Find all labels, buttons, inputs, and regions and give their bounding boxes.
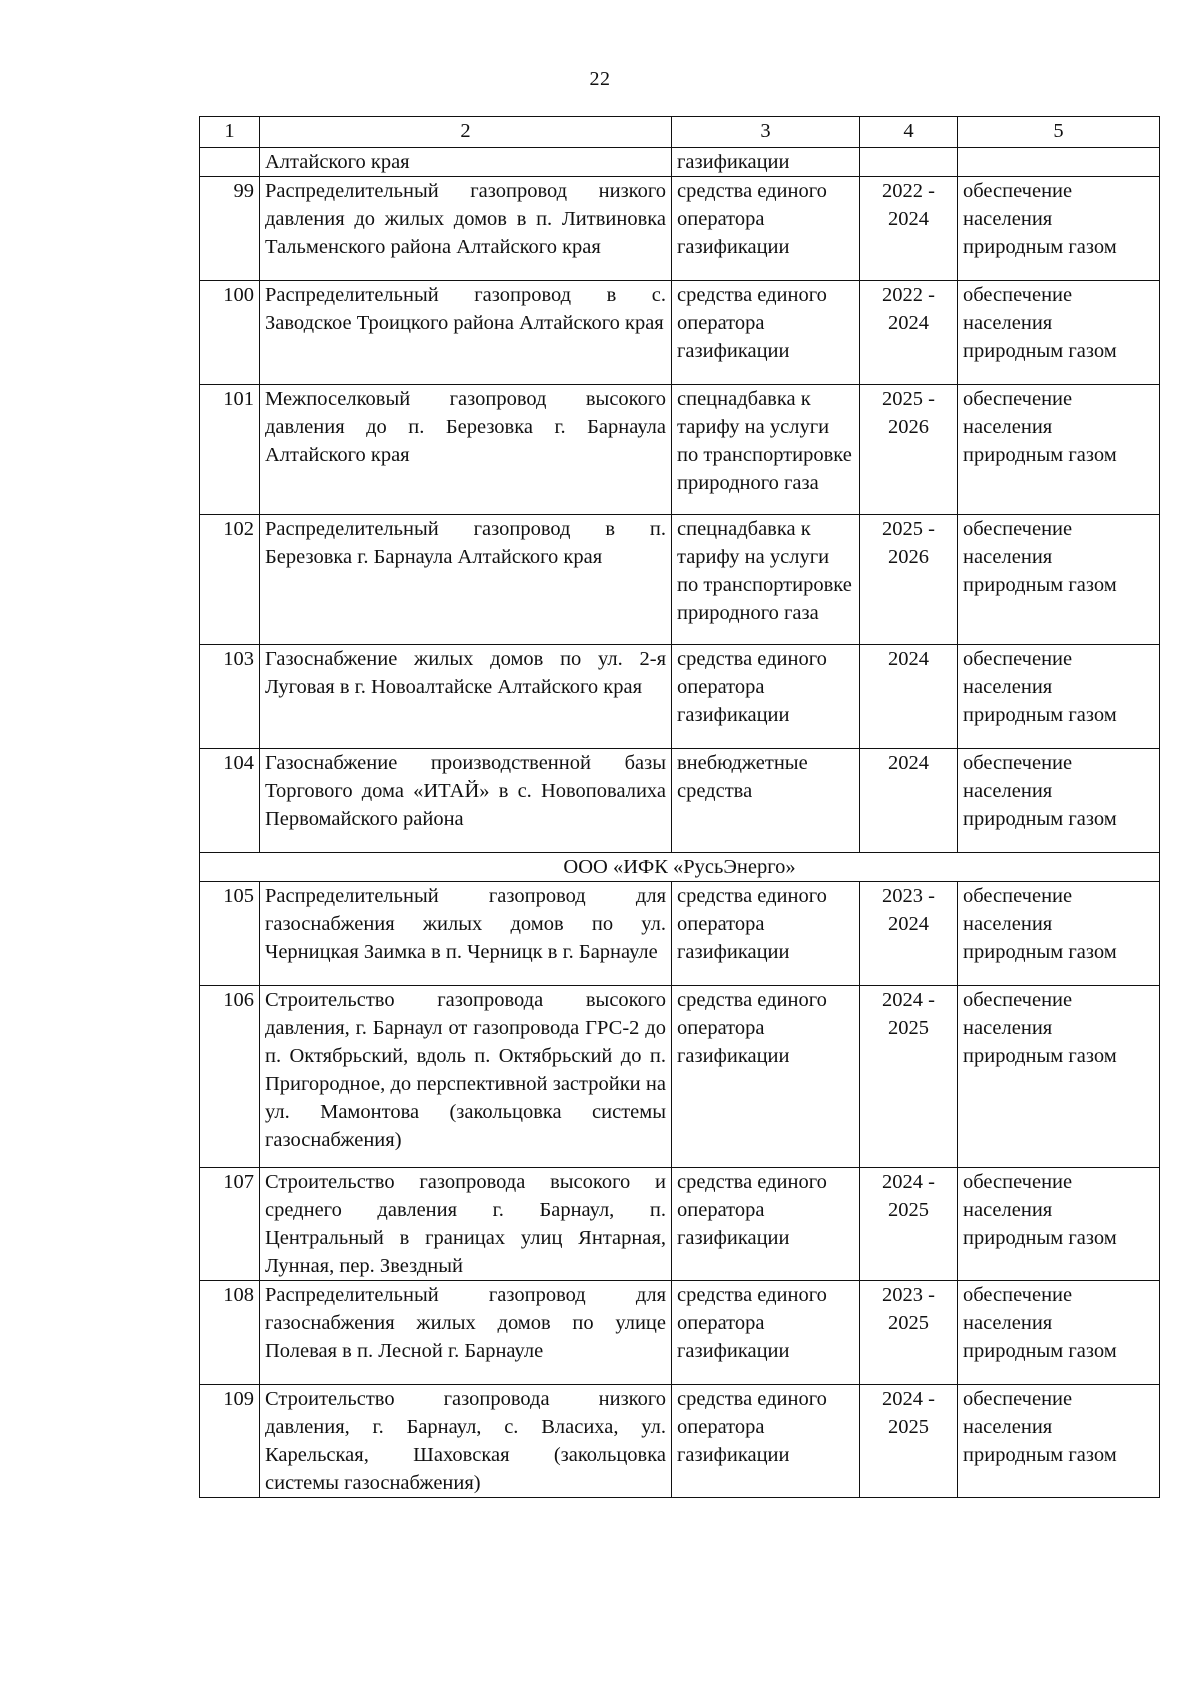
section-title: ООО «ИФК «РусьЭнерго» bbox=[200, 853, 1160, 882]
row-number-cell: 105 bbox=[200, 882, 260, 986]
table-row bbox=[200, 177, 1160, 281]
funding-source-cell: средства единого оператора газификации bbox=[672, 281, 860, 385]
purpose-cell: обеспечение населения природным газом bbox=[958, 749, 1160, 853]
row-number-cell bbox=[200, 148, 260, 177]
table-row bbox=[200, 882, 1160, 986]
years-cell: 2024 - 2025 bbox=[860, 986, 958, 1168]
years-cell: 2023 - 2024 bbox=[860, 882, 958, 986]
years-cell: 2025 - 2026 bbox=[860, 385, 958, 515]
header-cell: 4 bbox=[860, 117, 958, 148]
header-cell: 5 bbox=[958, 117, 1160, 148]
funding-source-cell: средства единого оператора газификации bbox=[672, 645, 860, 749]
section-row bbox=[200, 853, 1160, 882]
years-cell: 2022 - 2024 bbox=[860, 177, 958, 281]
purpose-cell: обеспечение населения природным газом bbox=[958, 986, 1160, 1168]
table-row bbox=[200, 281, 1160, 385]
funding-source-cell: спецнадбавка к тарифу на услуги по транспортировке природного газа bbox=[672, 385, 860, 515]
years-cell: 2023 - 2025 bbox=[860, 1281, 958, 1385]
funding-source-cell: газификации bbox=[672, 148, 860, 177]
object-name-cell: Строительство газопровода низкого давления, г. Барнаул, с. Власиха, ул. Карельская, Шаховская (закольцовка системы газоснабжения) bbox=[260, 1385, 672, 1498]
table-row bbox=[200, 1168, 1160, 1281]
purpose-cell: обеспечение населения природным газом bbox=[958, 515, 1160, 645]
row-number-cell: 99 bbox=[200, 177, 260, 281]
years-cell: 2025 - 2026 bbox=[860, 515, 958, 645]
purpose-cell: обеспечение населения природным газом bbox=[958, 882, 1160, 986]
purpose-cell: обеспечение населения природным газом bbox=[958, 177, 1160, 281]
funding-source-cell: спецнадбавка к тарифу на услуги по транспортировке природного газа bbox=[672, 515, 860, 645]
table-row bbox=[200, 1281, 1160, 1385]
years-cell: 2022 - 2024 bbox=[860, 281, 958, 385]
table-row bbox=[200, 515, 1160, 645]
object-name-cell: Распределительный газопровод низкого давления до жилых домов в п. Литвиновка Тальменского района Алтайского края bbox=[260, 177, 672, 281]
years-cell: 2024 bbox=[860, 749, 958, 853]
continuation-row bbox=[200, 148, 1160, 177]
purpose-cell: обеспечение населения природным газом bbox=[958, 1385, 1160, 1498]
row-number-cell: 103 bbox=[200, 645, 260, 749]
object-name-cell: Межпоселковый газопровод высокого давления до п. Березовка г. Барнаула Алтайского края bbox=[260, 385, 672, 515]
object-name-cell: Строительство газопровода высокого давления, г. Барнаул от газопровода ГРС-2 до п. Октябрьский, вдоль п. Октябрьский до п. Пригородное, до перспективной застройки на ул. Мамонтова (закольцовка системы газоснабжения) bbox=[260, 986, 672, 1168]
object-name-cell: Газоснабжение производственной базы Торгового дома «ИТАЙ» в с. Новоповалиха Первомайского района bbox=[260, 749, 672, 853]
table-row bbox=[200, 749, 1160, 853]
header-cell: 3 bbox=[672, 117, 860, 148]
funding-source-cell: внебюджетные средства bbox=[672, 749, 860, 853]
purpose-cell: обеспечение населения природным газом bbox=[958, 385, 1160, 515]
gasification-table bbox=[199, 116, 1160, 1498]
row-number-cell: 109 bbox=[200, 1385, 260, 1498]
years-cell: 2024 - 2025 bbox=[860, 1168, 958, 1281]
funding-source-cell: средства единого оператора газификации bbox=[672, 1385, 860, 1498]
years-cell: 2024 - 2025 bbox=[860, 1385, 958, 1498]
table-row bbox=[200, 645, 1160, 749]
row-number-cell: 108 bbox=[200, 1281, 260, 1385]
years-cell: 2024 bbox=[860, 645, 958, 749]
object-name-cell: Распределительный газопровод для газоснабжения жилых домов по ул. Черницкая Заимка в п. Черницк в г. Барнауле bbox=[260, 882, 672, 986]
page-number: 22 bbox=[589, 68, 611, 90]
funding-source-cell: средства единого оператора газификации bbox=[672, 986, 860, 1168]
purpose-cell: обеспечение населения природным газом bbox=[958, 1168, 1160, 1281]
object-name-cell: Распределительный газопровод для газоснабжения жилых домов по улице Полевая в п. Лесной г. Барнауле bbox=[260, 1281, 672, 1385]
funding-source-cell: средства единого оператора газификации bbox=[672, 882, 860, 986]
row-number-cell: 107 bbox=[200, 1168, 260, 1281]
table-row bbox=[200, 385, 1160, 515]
purpose-cell: обеспечение населения природным газом bbox=[958, 645, 1160, 749]
object-name-cell: Газоснабжение жилых домов по ул. 2-я Луговая в г. Новоалтайске Алтайского края bbox=[260, 645, 672, 749]
object-name-cell: Распределительный газопровод в с. Заводское Троицкого района Алтайского края bbox=[260, 281, 672, 385]
object-name-cell: Алтайского края bbox=[260, 148, 672, 177]
purpose-cell bbox=[958, 148, 1160, 177]
funding-source-cell: средства единого оператора газификации bbox=[672, 1281, 860, 1385]
object-name-cell: Строительство газопровода высокого и среднего давления г. Барнаул, п. Центральный в границах улиц Янтарная, Лунная, пер. Звездный bbox=[260, 1168, 672, 1281]
funding-source-cell: средства единого оператора газификации bbox=[672, 1168, 860, 1281]
row-number-cell: 100 bbox=[200, 281, 260, 385]
row-number-cell: 101 bbox=[200, 385, 260, 515]
purpose-cell: обеспечение населения природным газом bbox=[958, 281, 1160, 385]
header-cell: 2 bbox=[260, 117, 672, 148]
funding-source-cell: средства единого оператора газификации bbox=[672, 177, 860, 281]
row-number-cell: 102 bbox=[200, 515, 260, 645]
row-number-cell: 106 bbox=[200, 986, 260, 1168]
table-row bbox=[200, 1385, 1160, 1498]
table-row bbox=[200, 986, 1160, 1168]
purpose-cell: обеспечение населения природным газом bbox=[958, 1281, 1160, 1385]
column-number-header bbox=[200, 117, 1160, 148]
header-cell: 1 bbox=[200, 117, 260, 148]
years-cell bbox=[860, 148, 958, 177]
row-number-cell: 104 bbox=[200, 749, 260, 853]
object-name-cell: Распределительный газопровод в п. Березовка г. Барнаула Алтайского края bbox=[260, 515, 672, 645]
